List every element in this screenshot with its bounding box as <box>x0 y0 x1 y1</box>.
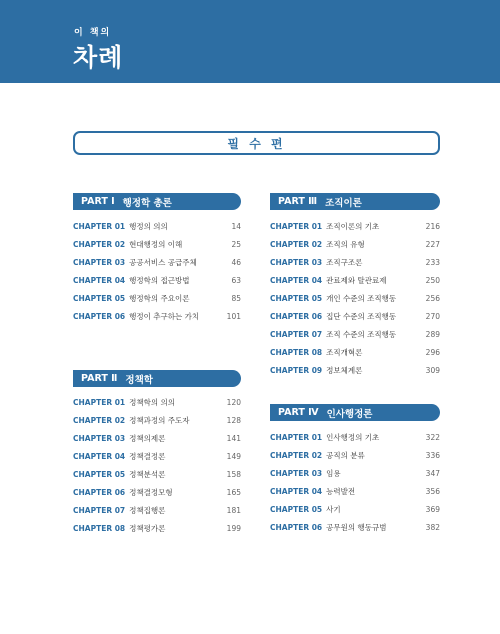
page-number: 141 <box>226 433 241 443</box>
chapter-number: CHAPTER 04 <box>270 486 323 496</box>
chapter-number: CHAPTER 05 <box>270 504 323 514</box>
header-title: 차례 <box>73 43 124 72</box>
chapter-title: 조직이론의 기초 <box>326 221 380 231</box>
chapter-number: CHAPTER 06 <box>270 311 323 321</box>
page-number: 46 <box>231 257 241 267</box>
page-number: 25 <box>231 239 241 249</box>
toc-entry[interactable] <box>73 395 241 409</box>
chapter-number: CHAPTER 06 <box>73 487 126 497</box>
header-subtitle: 이 책의 <box>74 28 112 38</box>
chapter-number: CHAPTER 04 <box>73 275 126 285</box>
chapter-title: 정책집행론 <box>129 505 166 515</box>
part-number: PART Ⅰ <box>81 196 115 207</box>
chapter-title: 집단 수준의 조직행동 <box>326 311 397 321</box>
toc-entry[interactable] <box>270 273 440 287</box>
chapter-number: CHAPTER 02 <box>73 239 126 249</box>
toc-entry[interactable] <box>270 520 440 534</box>
page-number: 347 <box>425 468 440 478</box>
chapter-title: 행정학의 접근방법 <box>129 275 190 285</box>
toc-entry[interactable] <box>270 327 440 341</box>
toc-entry[interactable] <box>270 345 440 359</box>
page-number: 63 <box>231 275 241 285</box>
toc-entry[interactable] <box>73 449 241 463</box>
chapter-number: CHAPTER 01 <box>270 432 323 442</box>
page-number: 227 <box>425 239 440 249</box>
chapter-number: CHAPTER 07 <box>73 505 126 515</box>
part-number: PART Ⅲ <box>278 196 318 207</box>
chapter-number: CHAPTER 05 <box>73 469 126 479</box>
chapter-number: CHAPTER 09 <box>270 365 323 375</box>
chapter-title: 정책평가론 <box>129 523 166 533</box>
chapter-number: CHAPTER 05 <box>73 293 126 303</box>
chapter-title: 조직구조론 <box>326 257 363 267</box>
page-number: 149 <box>226 451 241 461</box>
toc-entry[interactable] <box>73 413 241 427</box>
chapter-number: CHAPTER 02 <box>270 450 323 460</box>
page-number: 85 <box>231 293 241 303</box>
page-number: 336 <box>425 450 440 460</box>
page-number: 250 <box>425 275 440 285</box>
page-number: 289 <box>425 329 440 339</box>
part-heading <box>270 404 440 421</box>
chapter-number: CHAPTER 01 <box>73 397 126 407</box>
toc-entry[interactable] <box>270 502 440 516</box>
chapter-title: 관료제와 탈관료제 <box>326 275 387 285</box>
page-number: 296 <box>425 347 440 357</box>
chapter-number: CHAPTER 04 <box>73 451 126 461</box>
toc-entry[interactable] <box>270 291 440 305</box>
part-heading <box>73 193 241 210</box>
chapter-number: CHAPTER 01 <box>73 221 126 231</box>
part-heading <box>270 193 440 210</box>
toc-entry[interactable] <box>270 255 440 269</box>
toc-entry[interactable] <box>73 273 241 287</box>
chapter-title: 조직개혁론 <box>326 347 363 357</box>
chapter-title: 정책의제론 <box>129 433 166 443</box>
page-number: 309 <box>425 365 440 375</box>
chapter-number: CHAPTER 08 <box>270 347 323 357</box>
toc-entry[interactable] <box>270 363 440 377</box>
page-number: 322 <box>425 432 440 442</box>
chapter-title: 행정이 추구하는 가치 <box>129 311 200 321</box>
chapter-number: CHAPTER 03 <box>73 257 126 267</box>
part-heading <box>73 370 241 387</box>
chapter-number: CHAPTER 02 <box>270 239 323 249</box>
page-number: 356 <box>425 486 440 496</box>
toc-entry[interactable] <box>270 466 440 480</box>
toc-entry[interactable] <box>73 485 241 499</box>
toc-entry[interactable] <box>73 431 241 445</box>
toc-entry[interactable] <box>270 237 440 251</box>
chapter-title: 정책학의 의의 <box>129 397 176 407</box>
page-number: 382 <box>425 522 440 532</box>
toc-entry[interactable] <box>73 309 241 323</box>
chapter-title: 사기 <box>326 504 341 514</box>
toc-entry[interactable] <box>270 430 440 444</box>
page-number: 233 <box>425 257 440 267</box>
chapter-title: 공직의 분류 <box>326 450 365 460</box>
chapter-title: 개인 수준의 조직행동 <box>326 293 397 303</box>
page-number: 181 <box>226 505 241 515</box>
page-number: 256 <box>425 293 440 303</box>
part-name: 정책학 <box>125 374 153 386</box>
toc-entry[interactable] <box>270 309 440 323</box>
chapter-number: CHAPTER 05 <box>270 293 323 303</box>
page-number: 165 <box>226 487 241 497</box>
chapter-title: 능력발전 <box>326 486 356 496</box>
chapter-title: 정책분석론 <box>129 469 166 479</box>
page-number: 199 <box>226 523 241 533</box>
chapter-title: 행정의 의의 <box>129 221 168 231</box>
chapter-title: 정보체계론 <box>326 365 363 375</box>
toc-entry[interactable] <box>73 219 241 233</box>
toc-entry[interactable] <box>73 291 241 305</box>
chapter-title: 공무원의 행동규범 <box>326 522 387 532</box>
toc-entry[interactable] <box>73 255 241 269</box>
toc-entry[interactable] <box>270 448 440 462</box>
chapter-number: CHAPTER 06 <box>73 311 126 321</box>
chapter-number: CHAPTER 02 <box>73 415 126 425</box>
chapter-number: CHAPTER 06 <box>270 522 323 532</box>
toc-entry[interactable] <box>270 219 440 233</box>
header-banner <box>0 0 500 83</box>
chapter-number: CHAPTER 03 <box>270 468 323 478</box>
part-name: 인사행정론 <box>326 408 373 420</box>
page-number: 216 <box>425 221 440 231</box>
toc-entry[interactable] <box>73 237 241 251</box>
part-number: PART Ⅳ <box>278 407 319 418</box>
chapter-number: CHAPTER 03 <box>73 433 126 443</box>
page-number: 14 <box>231 221 241 231</box>
chapter-number: CHAPTER 01 <box>270 221 323 231</box>
chapter-number: CHAPTER 07 <box>270 329 323 339</box>
toc-entry[interactable] <box>73 503 241 517</box>
page-number: 270 <box>425 311 440 321</box>
toc-entry[interactable] <box>270 484 440 498</box>
page-number: 128 <box>226 415 241 425</box>
chapter-title: 현대행정의 이해 <box>129 239 183 249</box>
chapter-number: CHAPTER 03 <box>270 257 323 267</box>
page-number: 369 <box>425 504 440 514</box>
toc-entry[interactable] <box>73 467 241 481</box>
chapter-number: CHAPTER 08 <box>73 523 126 533</box>
page-number: 158 <box>226 469 241 479</box>
chapter-title: 조직 수준의 조직행동 <box>326 329 397 339</box>
part-name: 행정학 총론 <box>122 197 172 209</box>
toc-entry[interactable] <box>73 521 241 535</box>
chapter-title: 행정학의 주요이론 <box>129 293 190 303</box>
part-name: 조직이론 <box>325 197 362 209</box>
chapter-number: CHAPTER 04 <box>270 275 323 285</box>
chapter-title: 정책결정모형 <box>129 487 173 497</box>
page-number: 101 <box>226 311 241 321</box>
chapter-title: 정책과정의 주도자 <box>129 415 190 425</box>
chapter-title: 인사행정의 기초 <box>326 432 380 442</box>
chapter-title: 임용 <box>326 468 341 478</box>
chapter-title: 조직의 유형 <box>326 239 365 249</box>
section-title: 필 수 편 <box>73 131 440 155</box>
page-number: 120 <box>226 397 241 407</box>
chapter-title: 정책결정론 <box>129 451 166 461</box>
part-number: PART Ⅱ <box>81 373 118 384</box>
chapter-title: 공공서비스 공급주체 <box>129 257 197 267</box>
